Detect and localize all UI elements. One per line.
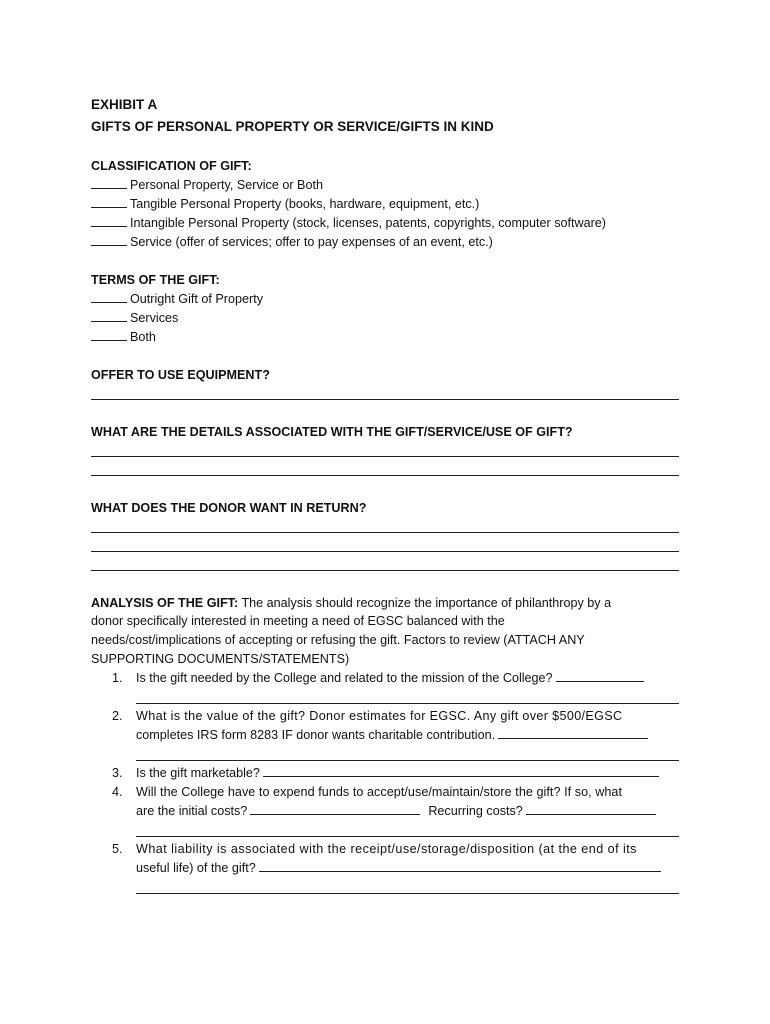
answer-line[interactable] <box>91 456 679 457</box>
analysis-item-cont: useful life) of the gift? <box>136 859 661 878</box>
answer-line[interactable] <box>250 802 420 815</box>
item-number: 3. <box>112 766 123 780</box>
answer-line[interactable] <box>136 703 679 704</box>
checkbox-blank[interactable] <box>91 233 127 246</box>
details-heading: WHAT ARE THE DETAILS ASSOCIATED WITH THE GIFT/SERVICE/USE OF GIFT? <box>91 425 573 439</box>
classification-heading: CLASSIFICATION OF GIFT: <box>91 159 252 173</box>
analysis-item: Will the College have to expend funds to accept/use/maintain/store the gift? If so, what <box>136 785 623 799</box>
terms-option: Outright Gift of Property <box>91 290 263 308</box>
exhibit-label: EXHIBIT A <box>91 97 158 112</box>
answer-line[interactable] <box>526 802 656 815</box>
answer-line[interactable] <box>91 532 679 533</box>
item-number: 4. <box>112 785 123 799</box>
answer-line[interactable] <box>556 669 644 682</box>
analysis-paragraph-line: donor specifically interested in meeting a need of EGSC balanced with the <box>91 614 505 628</box>
analysis-item-cont: are the initial costs? Recurring costs? <box>136 802 656 821</box>
analysis-item: Is the gift marketable? <box>136 764 659 783</box>
checkbox-blank[interactable] <box>91 309 127 322</box>
checkbox-blank[interactable] <box>91 176 127 189</box>
answer-line[interactable] <box>136 893 679 894</box>
return-heading: WHAT DOES THE DONOR WANT IN RETURN? <box>91 501 367 515</box>
classification-option: Personal Property, Service or Both <box>91 176 323 194</box>
answer-line[interactable] <box>263 764 659 777</box>
analysis-item: Is the gift needed by the College and related to the mission of the College? <box>136 669 644 688</box>
checkbox-blank[interactable] <box>91 328 127 341</box>
item-number: 5. <box>112 842 123 856</box>
analysis-item-cont: completes IRS form 8283 IF donor wants charitable contribution. <box>136 726 648 745</box>
item-number: 1. <box>112 671 123 685</box>
page-title: GIFTS OF PERSONAL PROPERTY OR SERVICE/GIFTS IN KIND <box>91 119 494 134</box>
classification-option: Tangible Personal Property (books, hardware, equipment, etc.) <box>91 195 479 213</box>
answer-line[interactable] <box>136 760 679 761</box>
classification-option: Service (offer of services; offer to pay expenses of an event, etc.) <box>91 233 493 251</box>
item-number: 2. <box>112 709 123 723</box>
classification-option: Intangible Personal Property (stock, licenses, patents, copyrights, computer software) <box>91 214 606 232</box>
terms-option: Both <box>91 328 156 346</box>
equipment-heading: OFFER TO USE EQUIPMENT? <box>91 368 270 382</box>
answer-line[interactable] <box>259 859 661 872</box>
analysis-paragraph-line: needs/cost/implications of accepting or refusing the gift. Factors to review (ATTACH ANY <box>91 633 585 647</box>
analysis-item: What is the value of the gift? Donor estimates for EGSC. Any gift over $500/EGSC <box>136 709 623 723</box>
answer-line[interactable] <box>91 570 679 571</box>
terms-option: Services <box>91 309 178 327</box>
answer-line[interactable] <box>91 551 679 552</box>
analysis-item: What liability is associated with the receipt/use/storage/disposition (at the end of its <box>136 842 637 856</box>
answer-line[interactable] <box>136 836 679 837</box>
checkbox-blank[interactable] <box>91 195 127 208</box>
answer-line[interactable] <box>91 475 679 476</box>
checkbox-blank[interactable] <box>91 214 127 227</box>
answer-line[interactable] <box>91 399 679 400</box>
answer-line[interactable] <box>498 726 648 739</box>
terms-heading: TERMS OF THE GIFT: <box>91 273 220 287</box>
checkbox-blank[interactable] <box>91 290 127 303</box>
analysis-paragraph-line: ANALYSIS OF THE GIFT: The analysis should recognize the importance of philanthropy by a <box>91 596 612 610</box>
analysis-paragraph-line: SUPPORTING DOCUMENTS/STATEMENTS) <box>91 652 350 666</box>
